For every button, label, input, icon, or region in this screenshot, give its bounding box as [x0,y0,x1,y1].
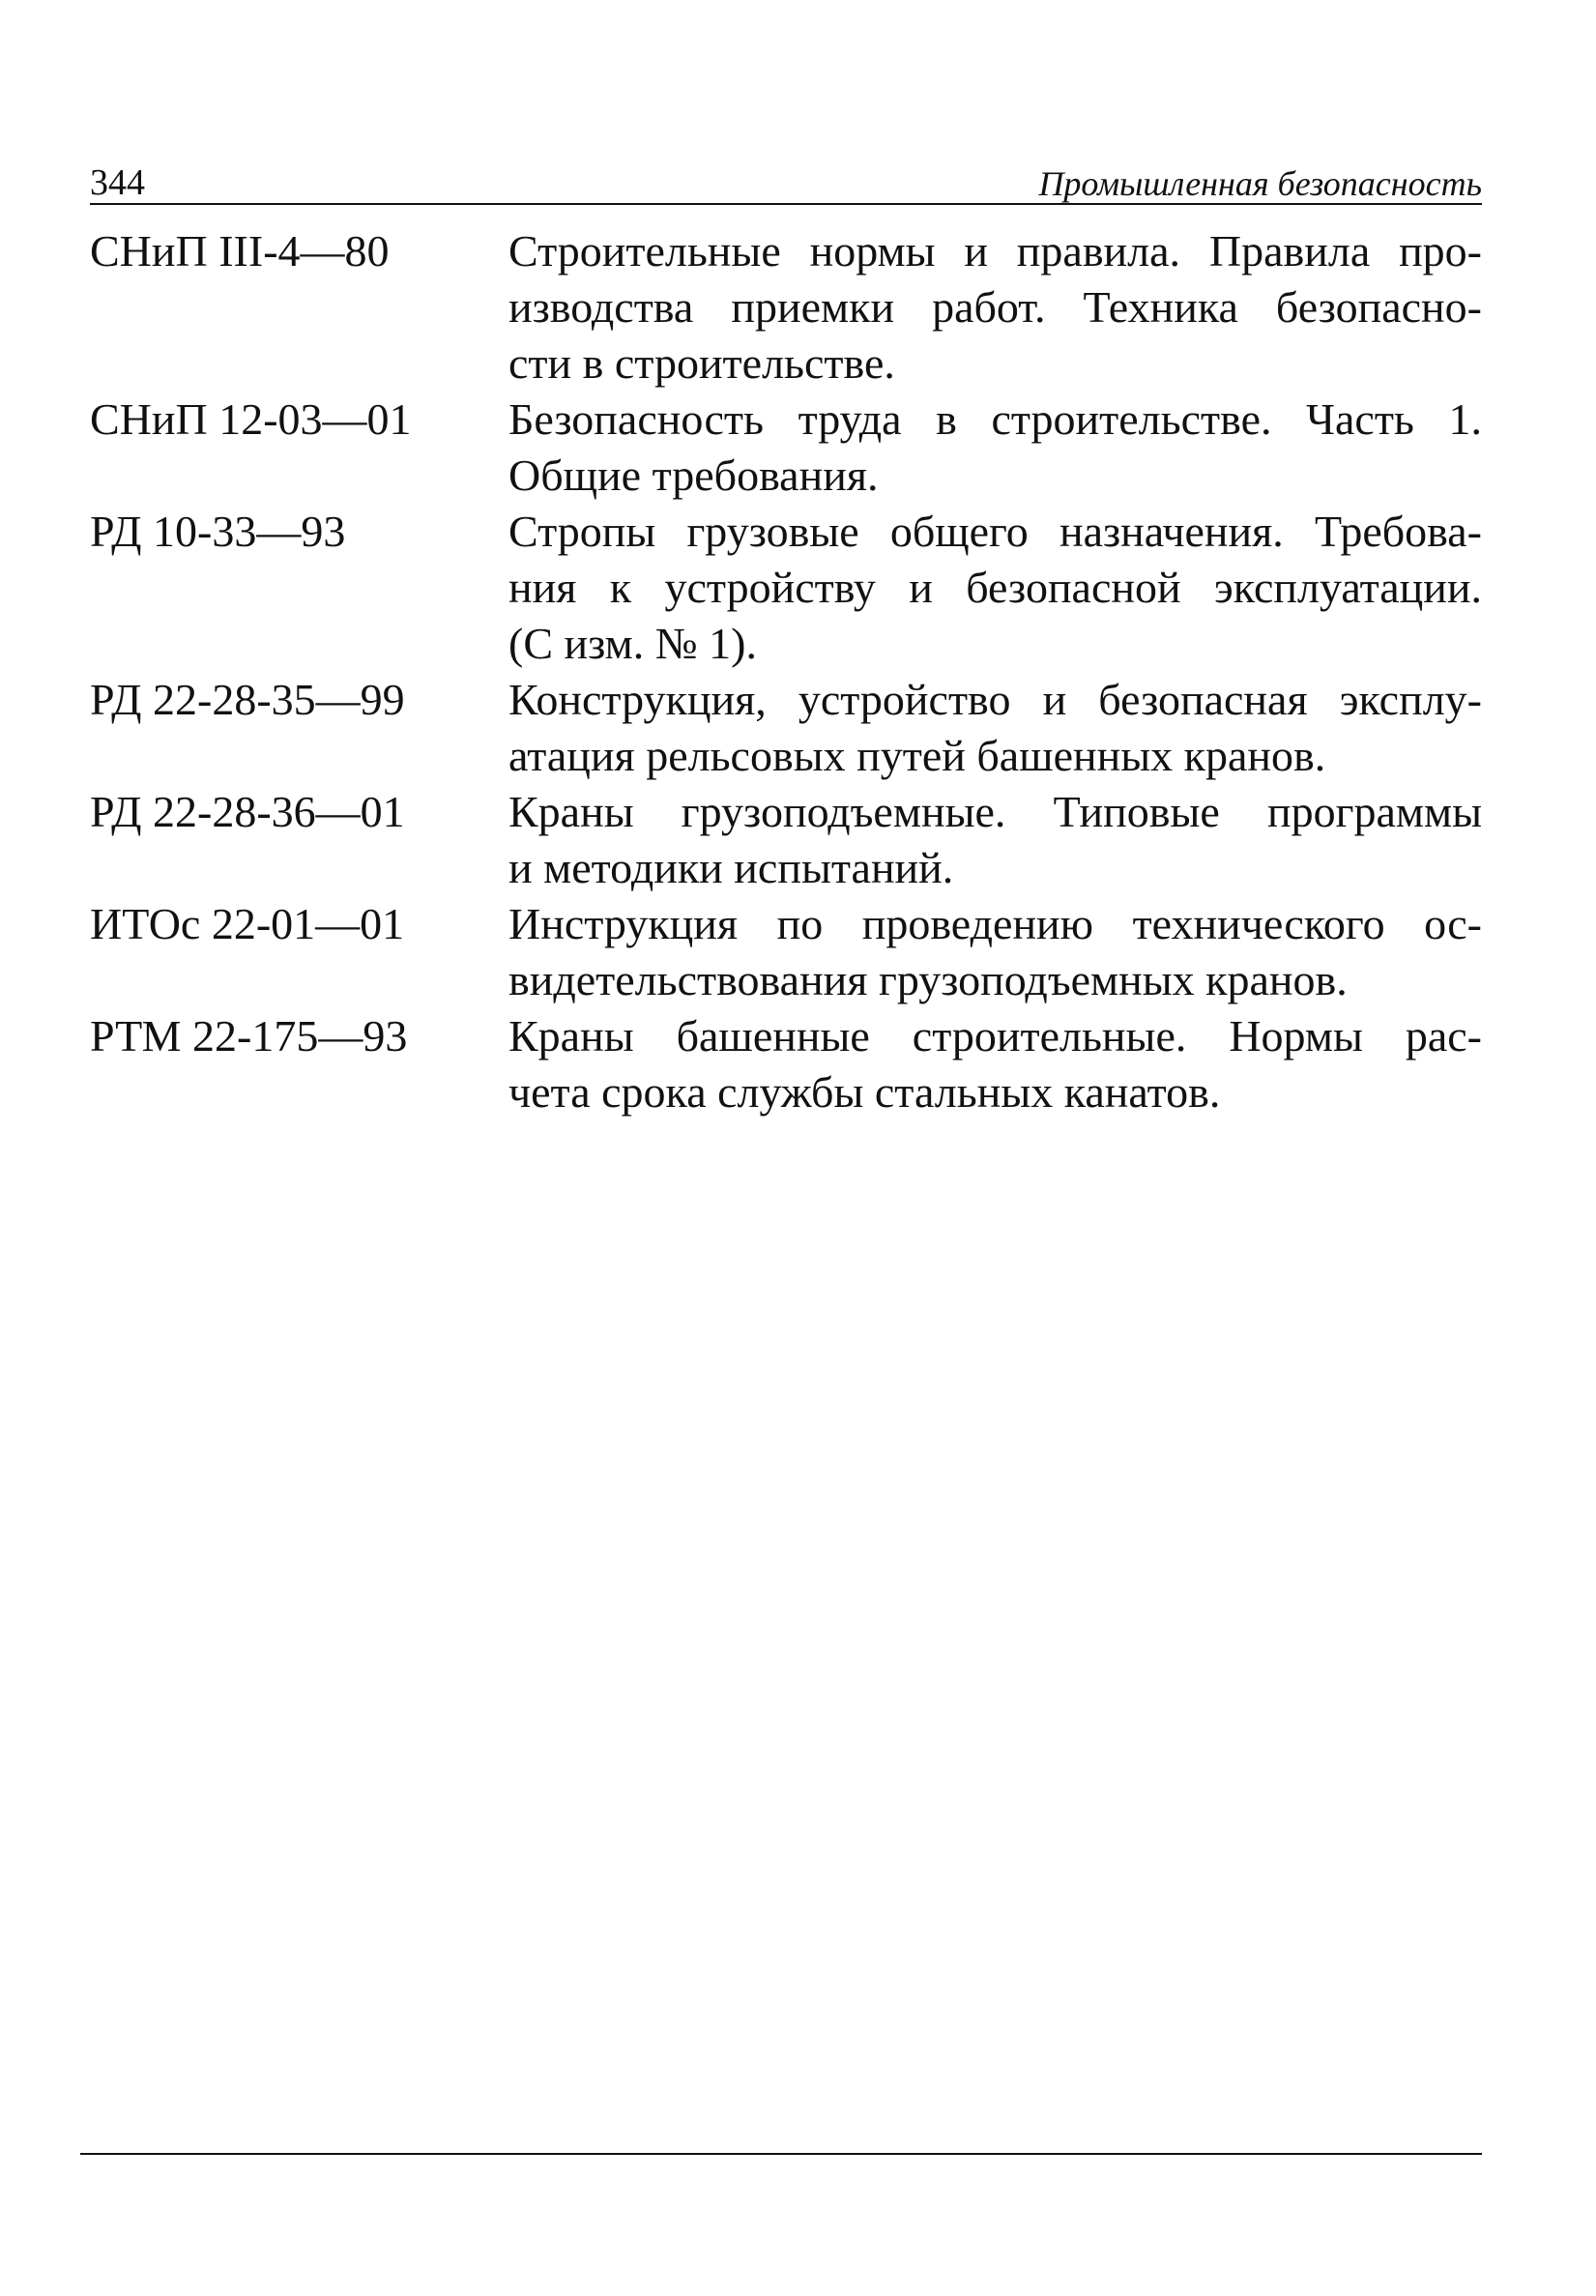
standard-entry [90,392,1482,504]
standard-entry [90,672,1482,784]
standard-entry [90,784,1482,896]
description-line: Общие требования. [508,450,879,500]
standard-description [508,392,1482,504]
standards-list [90,223,1482,1120]
description-line: Конструкция, устройство и безопасная эксплу- [508,675,1482,724]
description-line: Стропы грузовые общего назначения. Требова- [508,507,1482,556]
page-number: 344 [90,162,145,203]
description-line: изводства приемки работ. Техника безопасно- [508,282,1482,332]
standard-description [508,896,1482,1008]
description-line: и методики испытаний. [508,843,954,892]
description-line: сти в строительстве. [508,338,895,388]
bottom-rule [80,2153,1482,2155]
description-line: ния к устройству и безопасной эксплуатации. [508,563,1482,612]
standard-entry [90,504,1482,672]
standard-description [508,223,1482,392]
standard-code: РД 22-28-35—99 [90,675,405,724]
standard-description [508,672,1482,784]
description-line: чета срока службы стальных канатов. [508,1067,1221,1117]
standard-code: СНиП 12-03—01 [90,394,412,444]
standard-code: ИТОс 22-01—01 [90,899,405,948]
running-title: Промышленная безопасность [1038,164,1482,203]
standard-code: РД 22-28-36—01 [90,787,405,836]
standard-description [508,784,1482,896]
standard-description [508,1008,1482,1120]
description-line: видетельствования грузоподъемных кранов. [508,955,1348,1004]
standard-description [508,504,1482,672]
description-line: Краны грузоподъемные. Типовые программы [508,787,1482,836]
description-line: Строительные нормы и правила. Правила про- [508,226,1482,276]
description-line: Безопасность труда в строительстве. Часть 1. [508,394,1482,444]
standard-code: СНиП III-4—80 [90,226,390,276]
standard-code: РТМ 22-175—93 [90,1011,408,1061]
description-line: атация рельсовых путей башенных кранов. [508,731,1326,780]
page-header [90,155,1482,205]
standard-entry [90,223,1482,392]
standard-entry [90,1008,1482,1120]
description-line: Инструкция по проведению технического ос- [508,899,1482,948]
standard-entry [90,896,1482,1008]
description-line: (С изм. № 1). [508,619,757,668]
standard-code: РД 10-33—93 [90,507,346,556]
description-line: Краны башенные строительные. Нормы рас- [508,1011,1482,1061]
